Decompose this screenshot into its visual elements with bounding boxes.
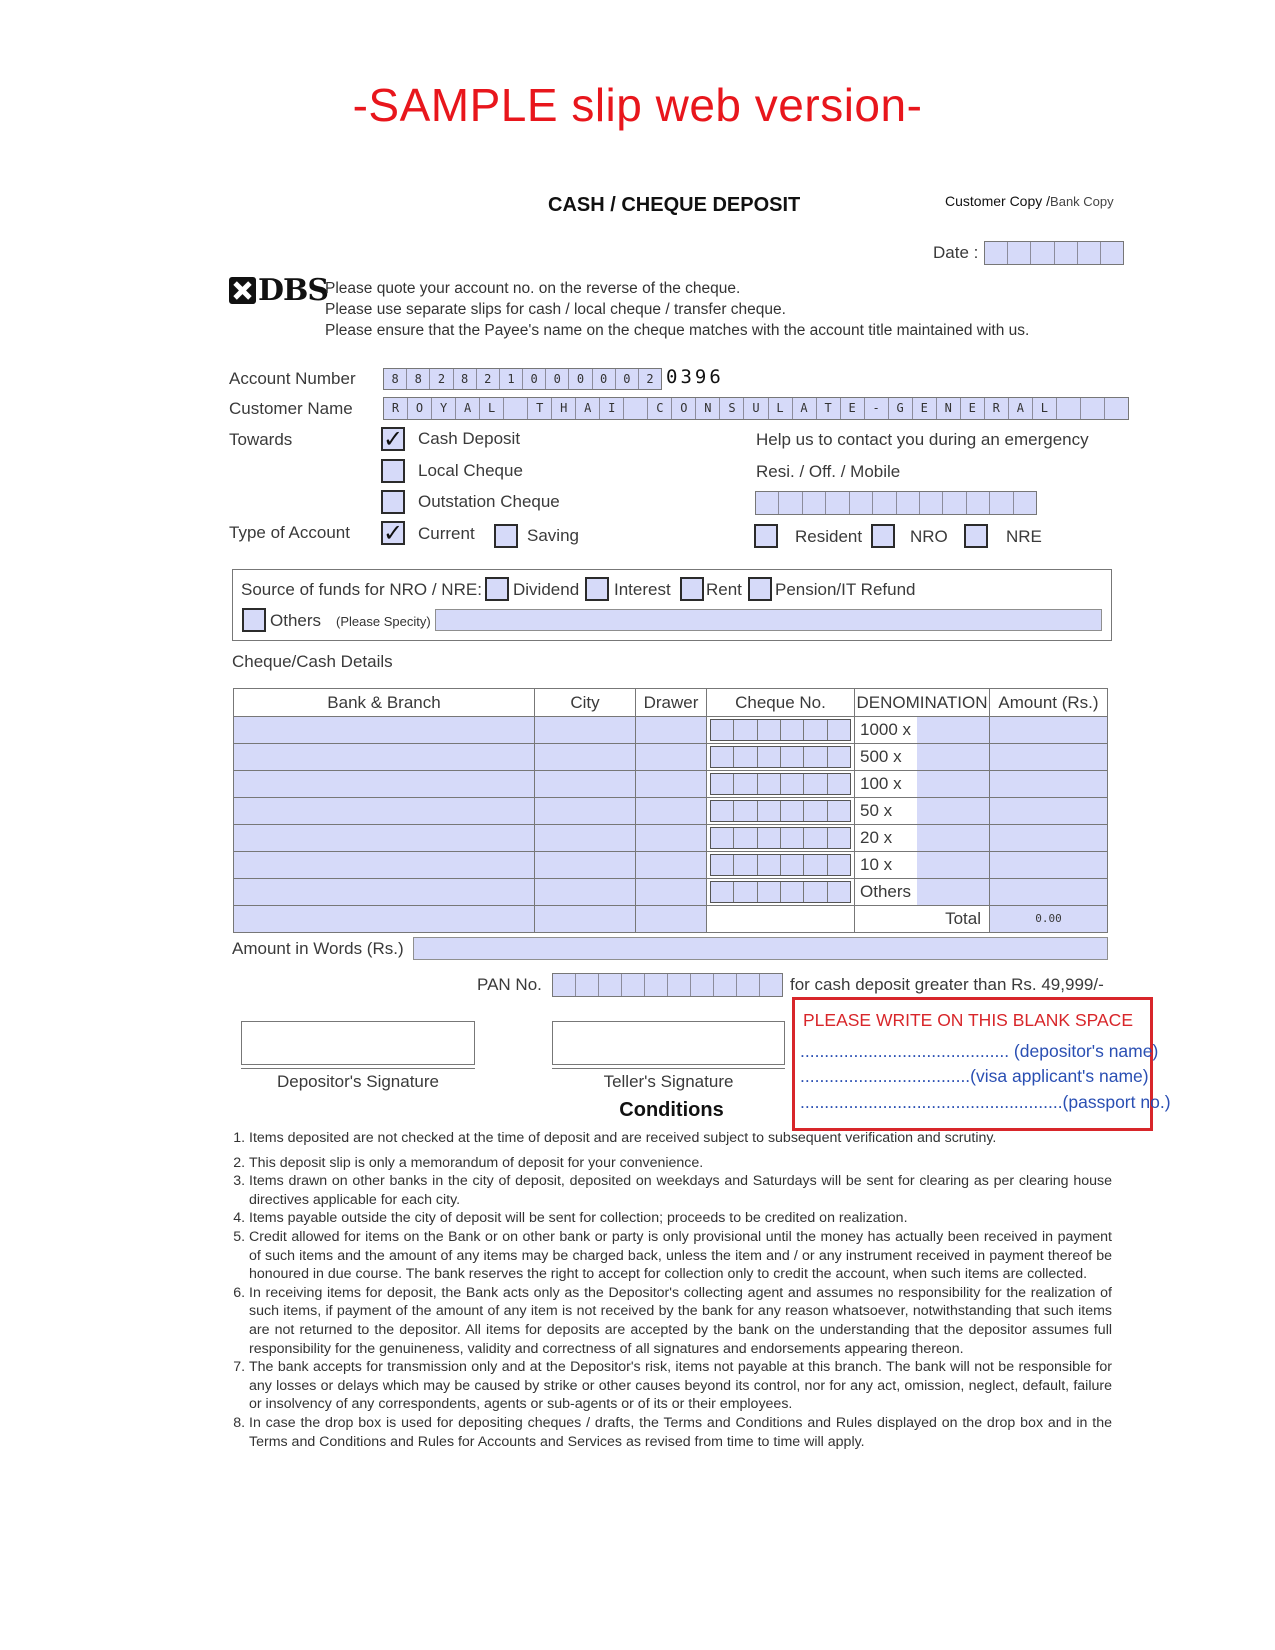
customer-name-field[interactable] (383, 397, 1129, 420)
denomination-count-field[interactable] (917, 879, 989, 905)
denomination-label: 1000 x (855, 717, 917, 743)
denomination-count-field[interactable] (917, 825, 989, 851)
dbs-logo-icon (229, 277, 256, 304)
condition-item: 1. Items deposited are not checked at the time of deposit and are received subject to subsequent verification and scrutiny. (249, 1129, 1112, 1148)
city-cell[interactable] (535, 717, 636, 744)
amount-cell[interactable] (990, 717, 1108, 744)
bank-branch-cell[interactable] (234, 906, 535, 933)
condition-item: 5. Credit allowed for items on the Bank or on other bank or party is only provisional until the money has actually been received in payment of such items and the amount of any items may be charged back, unless the item and / or any instrument received in payment thereof be honoured in due course. The bank reserves the right to accept for collection only to credit the account, when such items are collected. (249, 1228, 1112, 1284)
bank-copy-label: Bank Copy (1050, 194, 1114, 209)
local-cheque-label: Local Cheque (418, 461, 523, 480)
others-checkbox[interactable] (242, 608, 266, 632)
pan-note: for cash deposit greater than Rs. 49,999/- (790, 975, 1104, 994)
cheque-no-cell[interactable] (707, 852, 855, 879)
local-cheque-checkbox[interactable] (381, 459, 405, 483)
customer-name-cell: A (456, 398, 480, 419)
account-number-label: Account Number (229, 369, 356, 388)
denomination-label: 50 x (855, 798, 917, 824)
pan-label: PAN No. (477, 975, 542, 994)
conditions-list (229, 1129, 1112, 1451)
cheque-no-cell[interactable] (707, 825, 855, 852)
denomination-cell (855, 717, 990, 744)
account-number-cell: 0 (593, 369, 616, 389)
depositor-signature-box[interactable] (241, 1021, 475, 1065)
bank-branch-cell[interactable] (234, 879, 535, 906)
customer-name-cell: T (528, 398, 552, 419)
account-number-cell: 0 (523, 369, 546, 389)
form-title: CASH / CHEQUE DEPOSIT (548, 194, 801, 216)
denomination-label: 500 x (855, 744, 917, 770)
amount-cell[interactable] (990, 852, 1108, 879)
depositor-signature-label: Depositor's Signature (277, 1072, 439, 1091)
denomination-cell (855, 744, 990, 771)
customer-name-cell: C (648, 398, 672, 419)
city-cell[interactable] (535, 798, 636, 825)
amount-cell[interactable] (990, 825, 1108, 852)
customer-name-cell: - (865, 398, 889, 419)
denomination-count-field[interactable] (917, 771, 989, 797)
customer-name-cell: U (744, 398, 768, 419)
teller-signature-line (552, 1068, 785, 1069)
header-cheque-no: Cheque No. (707, 689, 855, 717)
city-cell[interactable] (535, 906, 636, 933)
pan-field[interactable] (552, 973, 783, 997)
customer-name-cell (1105, 398, 1128, 419)
nre-checkbox[interactable] (964, 524, 988, 548)
outstation-cheque-label: Outstation Cheque (418, 492, 560, 511)
amount-cell[interactable] (990, 771, 1108, 798)
dividend-label: Dividend (513, 580, 580, 599)
cheque-no-cell[interactable] (707, 717, 855, 744)
city-cell[interactable] (535, 771, 636, 798)
condition-item: 6. In receiving items for deposit, the Bank acts only as the Depositor's collecting agent and assumes no responsibility for the realization of such items, if payment of the amount of any item is not received by the bank for any reason whatsoever, notwithstanding that such items are not returned to the depositor. All items for deposits are accepted by the bank on the understanding that the depositor assumes full responsibility for the genuineness, validity and correctness of all signatures and endorsements appearing thereon. (249, 1284, 1112, 1358)
customer-name-label: Customer Name (229, 399, 353, 418)
copy-label (945, 193, 1114, 209)
customer-name-cell (624, 398, 648, 419)
account-number-cell: 8 (384, 369, 407, 389)
customer-name-cell: L (480, 398, 504, 419)
rent-label: Rent (706, 580, 742, 599)
denomination-count-field[interactable] (917, 744, 989, 770)
cheque-no-cell[interactable] (707, 879, 855, 906)
customer-name-cell: G (889, 398, 913, 419)
outstation-cheque-checkbox[interactable] (381, 490, 405, 514)
dbs-logo-text: DBS (258, 273, 329, 308)
bank-branch-cell[interactable] (234, 798, 535, 825)
phone-label: Resi. / Off. / Mobile (756, 462, 901, 481)
dividend-checkbox[interactable] (485, 577, 509, 601)
customer-name-cell: R (384, 398, 408, 419)
date-field[interactable] (984, 241, 1124, 265)
total-value: 0.00 (990, 906, 1108, 933)
saving-label: Saving (527, 526, 579, 545)
drawer-cell[interactable] (636, 879, 707, 906)
note-line: Please ensure that the Payee's name on the cheque matches with the account title maintained with us. (325, 322, 1030, 339)
account-number-cell: 2 (646, 372, 654, 386)
drawer-cell[interactable] (636, 852, 707, 879)
nro-checkbox[interactable] (871, 524, 895, 548)
conditions-title: Conditions (619, 1099, 724, 1121)
nro-label: NRO (910, 527, 948, 546)
customer-name-cell: L (1033, 398, 1057, 419)
header-drawer: Drawer (636, 689, 707, 717)
customer-name-cell: A (1009, 398, 1033, 419)
amount-words-label: Amount in Words (Rs.) (232, 939, 404, 958)
bank-branch-cell[interactable] (234, 825, 535, 852)
denomination-count-field[interactable] (917, 717, 989, 743)
source-of-funds-label: Source of funds for NRO / NRE: (241, 580, 482, 599)
customer-name-cell: H (552, 398, 576, 419)
passport-line: ......................................................(passport no.) (800, 1092, 1171, 1112)
others-specify-field[interactable] (435, 609, 1102, 631)
customer-name-cell: L (769, 398, 793, 419)
amount-cell[interactable] (990, 879, 1108, 906)
account-type-label: Type of Account (229, 523, 350, 542)
interest-label: Interest (614, 580, 671, 599)
bank-branch-cell[interactable] (234, 852, 535, 879)
table-row (234, 717, 1108, 744)
customer-name-cell (1081, 398, 1105, 419)
customer-name-cell: I (600, 398, 624, 419)
drawer-cell[interactable] (636, 798, 707, 825)
city-cell[interactable] (535, 825, 636, 852)
condition-item: 8. In case the drop box is used for depositing cheques / drafts, the Terms and Conditions and Rules displayed on the drop box and in the Terms and Conditions and Rules for Accounts and Services as revised from time to time will apply. (249, 1414, 1112, 1451)
bank-branch-cell[interactable] (234, 744, 535, 771)
customer-name-cell: E (841, 398, 865, 419)
depositor-name-line: ........................................... (depositor's name) (800, 1041, 1159, 1061)
account-number-cell: 1 (500, 369, 523, 389)
customer-name-cell: N (937, 398, 961, 419)
pension-checkbox[interactable] (748, 577, 772, 601)
teller-signature-label: Teller's Signature (603, 1072, 734, 1091)
cheque-no-cell (707, 906, 855, 933)
cheque-no-cell[interactable] (707, 744, 855, 771)
account-number-field[interactable] (383, 368, 662, 390)
note-line: Please quote your account no. on the reverse of the cheque. (325, 280, 741, 297)
account-number-cell: 0 (569, 369, 592, 389)
note-line: Please use separate slips for cash / local cheque / transfer cheque. (325, 301, 786, 318)
current-checkbox[interactable] (381, 521, 405, 545)
customer-name-cell: A (793, 398, 817, 419)
header-city: City (535, 689, 636, 717)
cheque-no-cell[interactable] (707, 771, 855, 798)
cash-deposit-label: Cash Deposit (418, 429, 521, 448)
customer-name-cell: O (408, 398, 432, 419)
denomination-label: Others (855, 879, 917, 905)
customer-copy-label: Customer Copy / (945, 193, 1051, 209)
account-number-cell: 8 (454, 369, 477, 389)
condition-item: 4. Items payable outside the city of deposit will be sent for collection; proceeds to be credited on realization. (249, 1209, 1112, 1228)
cash-deposit-checkbox[interactable] (381, 427, 405, 451)
city-cell[interactable] (535, 852, 636, 879)
dbs-logo (229, 273, 328, 308)
date-label: Date : (933, 243, 979, 262)
bank-branch-cell[interactable] (234, 771, 535, 798)
amount-words-field[interactable] (413, 937, 1108, 960)
account-number-cell: 0 (616, 369, 639, 389)
customer-name-cell (1057, 398, 1081, 419)
drawer-cell[interactable] (636, 771, 707, 798)
visa-applicant-line: ...................................(visa applicant's name) (800, 1066, 1149, 1086)
city-cell[interactable] (535, 744, 636, 771)
denomination-label: 100 x (855, 771, 917, 797)
customer-name-cell: S (720, 398, 744, 419)
account-number-suffix: 0396 (666, 366, 724, 388)
towards-label: Towards (229, 430, 293, 449)
table-row (234, 825, 1108, 852)
header-denomination: DENOMINATION (855, 689, 990, 717)
customer-name-cell: A (576, 398, 600, 419)
drawer-cell[interactable] (636, 717, 707, 744)
condition-item: 7. The bank accepts for transmission only and at the Depositor's risk, items not payable at this branch. The bank will not be responsible for any losses or delays which may be caused by strike or other causes beyond its control, nor for any act, omission, neglect, default, failure or insolvency of any correspondents, agents or sub-agents or of its or their employees. (249, 1358, 1112, 1414)
amount-cell[interactable] (990, 798, 1108, 825)
customer-name-cell: E (961, 398, 985, 419)
customer-name-cell: O (672, 398, 696, 419)
resident-label: Resident (795, 527, 863, 546)
denomination-cell (855, 771, 990, 798)
drawer-cell[interactable] (636, 744, 707, 771)
denomination-count-field[interactable] (917, 852, 989, 878)
total-label: Total (855, 906, 990, 933)
saving-checkbox[interactable] (494, 524, 518, 548)
condition-item: 2. This deposit slip is only a memorandum of deposit for your convenience. (249, 1154, 1112, 1173)
customer-name-cell (504, 398, 528, 419)
sample-title: -SAMPLE slip web version- (352, 79, 923, 131)
customer-name-cell: T (817, 398, 841, 419)
total-row (234, 906, 1108, 933)
account-number-cell: 2 (477, 369, 500, 389)
specify-hint: (Please Specity) (336, 614, 431, 629)
nre-label: NRE (1006, 527, 1042, 546)
drawer-cell[interactable] (636, 906, 707, 933)
table-row (234, 879, 1108, 906)
pension-label: Pension/IT Refund (775, 580, 916, 599)
account-number-cell: 0 (546, 369, 569, 389)
details-title: Cheque/Cash Details (232, 652, 393, 671)
customer-name-cell: E (913, 398, 937, 419)
denomination-cell (855, 879, 990, 906)
current-label: Current (418, 524, 475, 543)
header-amount: Amount (Rs.) (990, 689, 1108, 717)
customer-name-cell: Y (432, 398, 456, 419)
header-bank-branch: Bank & Branch (234, 689, 535, 717)
denomination-cell (855, 798, 990, 825)
instruction-notes (325, 278, 1029, 341)
denomination-label: 10 x (855, 852, 917, 878)
rent-checkbox[interactable] (680, 577, 704, 601)
customer-name-cell: R (985, 398, 1009, 419)
table-row (234, 744, 1108, 771)
others-label: Others (270, 611, 322, 630)
interest-checkbox[interactable] (585, 577, 609, 601)
table-row (234, 771, 1108, 798)
denomination-cell (855, 825, 990, 852)
account-number-cell: 2 (430, 369, 453, 389)
denomination-label: 20 x (855, 825, 917, 851)
amount-cell[interactable] (990, 744, 1108, 771)
account-number-cell: 8 (407, 369, 430, 389)
denomination-cell (855, 852, 990, 879)
resident-checkbox[interactable] (754, 524, 778, 548)
emergency-title: Help us to contact you during an emergency (756, 430, 1089, 449)
depositor-signature-line (241, 1068, 475, 1069)
condition-item: 3. Items drawn on other banks in the city of deposit, deposited on weekdays and Saturdays will be sent for clearing as per clearing house directives applicable for each city. (249, 1172, 1112, 1209)
phone-field[interactable] (755, 491, 1037, 515)
customer-name-cell: N (696, 398, 720, 419)
cheque-cash-table (233, 688, 1108, 933)
city-cell[interactable] (535, 879, 636, 906)
denomination-count-field[interactable] (917, 798, 989, 824)
teller-signature-box[interactable] (552, 1021, 785, 1065)
instruction-box-title: PLEASE WRITE ON THIS BLANK SPACE (803, 1010, 1133, 1030)
drawer-cell[interactable] (636, 825, 707, 852)
cheque-no-cell[interactable] (707, 798, 855, 825)
table-row (234, 852, 1108, 879)
table-row (234, 798, 1108, 825)
bank-branch-cell[interactable] (234, 717, 535, 744)
